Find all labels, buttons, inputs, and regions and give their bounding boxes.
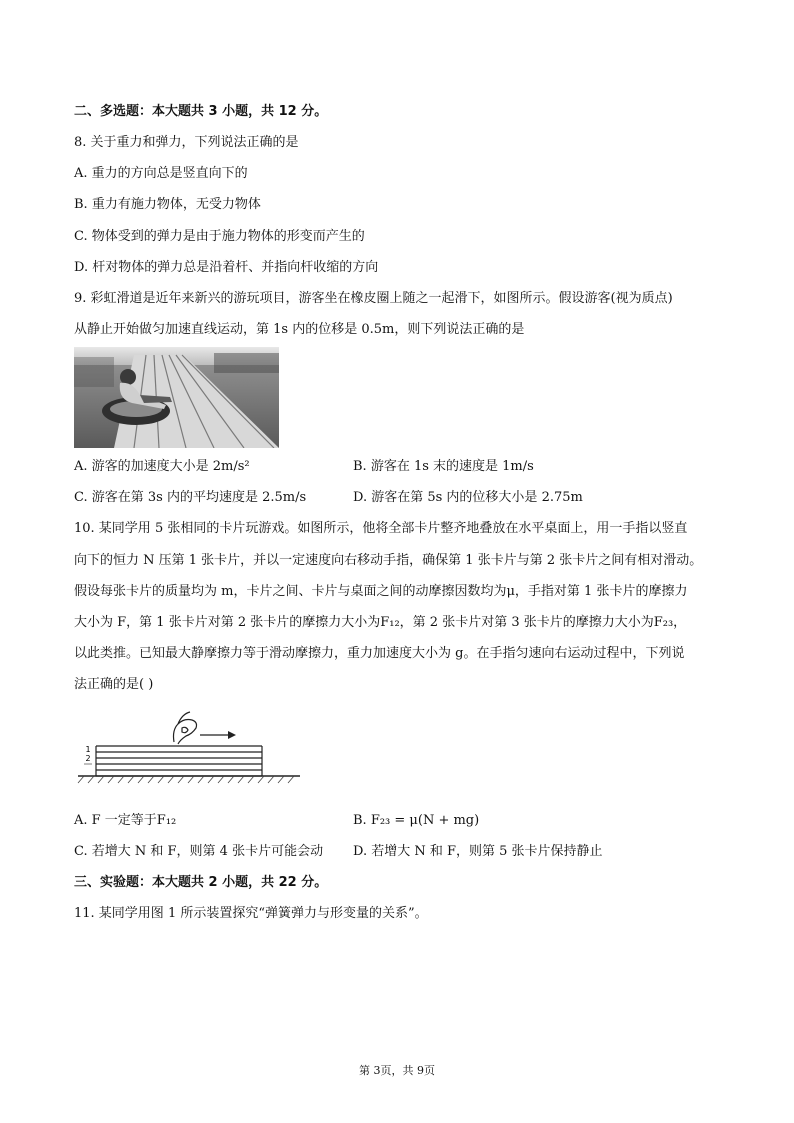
q8-stem: 8. 关于重力和弹力，下列说法正确的是 [74, 135, 299, 150]
q10-stem-line-5: 以此类推。已知最大静摩擦力等于滑动摩擦力，重力加速度大小为 g。在手指匀速向右运动过程中，下列说 [74, 646, 685, 661]
q10-stem-line-3: 假设每张卡片的质量均为 m，卡片之间、卡片与桌面之间的动摩擦因数均为μ，手指对第 1 张卡片的摩擦力 [74, 584, 688, 599]
q8-option-a: A. 重力的方向总是竖直向下的 [74, 166, 248, 181]
q10-stem-line-2: 向下的恒力 N 压第 1 张卡片，并以一定速度向右移动手指，确保第 1 张卡片与第 2 张卡片之间有相对滑动。 [74, 553, 703, 568]
right-arrow-icon [200, 731, 236, 739]
page-footer: 第 3页，共 9页 [359, 1064, 435, 1077]
q9-option-c: C. 游客在第 3s 内的平均速度是 2.5m/s [74, 490, 307, 505]
q10-option-b: B. F₂₃ = μ(N + mg) [353, 813, 480, 828]
rainbow-slide-photo [74, 347, 279, 448]
section-2-heading: 二、多选题：本大题共 3 小题，共 12 分。 [74, 104, 328, 119]
card-stack-figure [74, 710, 304, 790]
q10-option-c: C. 若增大 N 和 F，则第 4 张卡片可能会动 [74, 844, 324, 859]
q9-option-d: D. 游客在第 5s 内的位移大小是 2.75m [353, 490, 583, 505]
q9-stem-line-2: 从静止开始做匀加速直线运动，第 1s 内的位移是 0.5m，则下列说法正确的是 [74, 322, 525, 337]
q8-option-c: C. 物体受到的弹力是由于施力物体的形变而产生的 [74, 229, 365, 244]
q11-stem: 11. 某同学用图 1 所示装置探究“弹簧弹力与形变量的关系”。 [74, 906, 428, 921]
q10-option-a: A. F 一定等于F₁₂ [74, 813, 177, 828]
q10-option-d: D. 若增大 N 和 F，则第 5 张卡片保持静止 [353, 844, 603, 859]
q10-stem-line-1: 10. 某同学用 5 张相同的卡片玩游戏。如图所示，他将全部卡片整齐地叠放在水平桌面上，用一手指以竖直 [74, 521, 688, 536]
card-label-2: 2 [85, 754, 91, 763]
section-3-heading: 三、实验题：本大题共 2 小题，共 22 分。 [74, 875, 328, 890]
finger-icon [174, 712, 197, 744]
q8-option-d: D. 杆对物体的弹力总是沿着杆、并指向杆收缩的方向 [74, 260, 379, 275]
q9-stem-line-1: 9. 彩虹滑道是近年来新兴的游玩项目，游客坐在橡皮圈上随之一起滑下，如图所示。假设游客(视为质点) [74, 291, 673, 306]
q9-option-b: B. 游客在 1s 末的速度是 1m/s [353, 459, 534, 474]
q8-option-b: B. 重力有施力物体，无受力物体 [74, 197, 261, 212]
q10-stem-line-6: 法正确的是( ) [74, 677, 154, 692]
q9-option-a: A. 游客的加速度大小是 2m/s² [74, 459, 250, 474]
q10-stem-line-4: 大小为 F，第 1 张卡片对第 2 张卡片的摩擦力大小为F₁₂，第 2 张卡片对第 3 张卡片的摩擦力大小为F₂₃， [74, 615, 687, 630]
card-label-1: 1 [85, 745, 91, 754]
